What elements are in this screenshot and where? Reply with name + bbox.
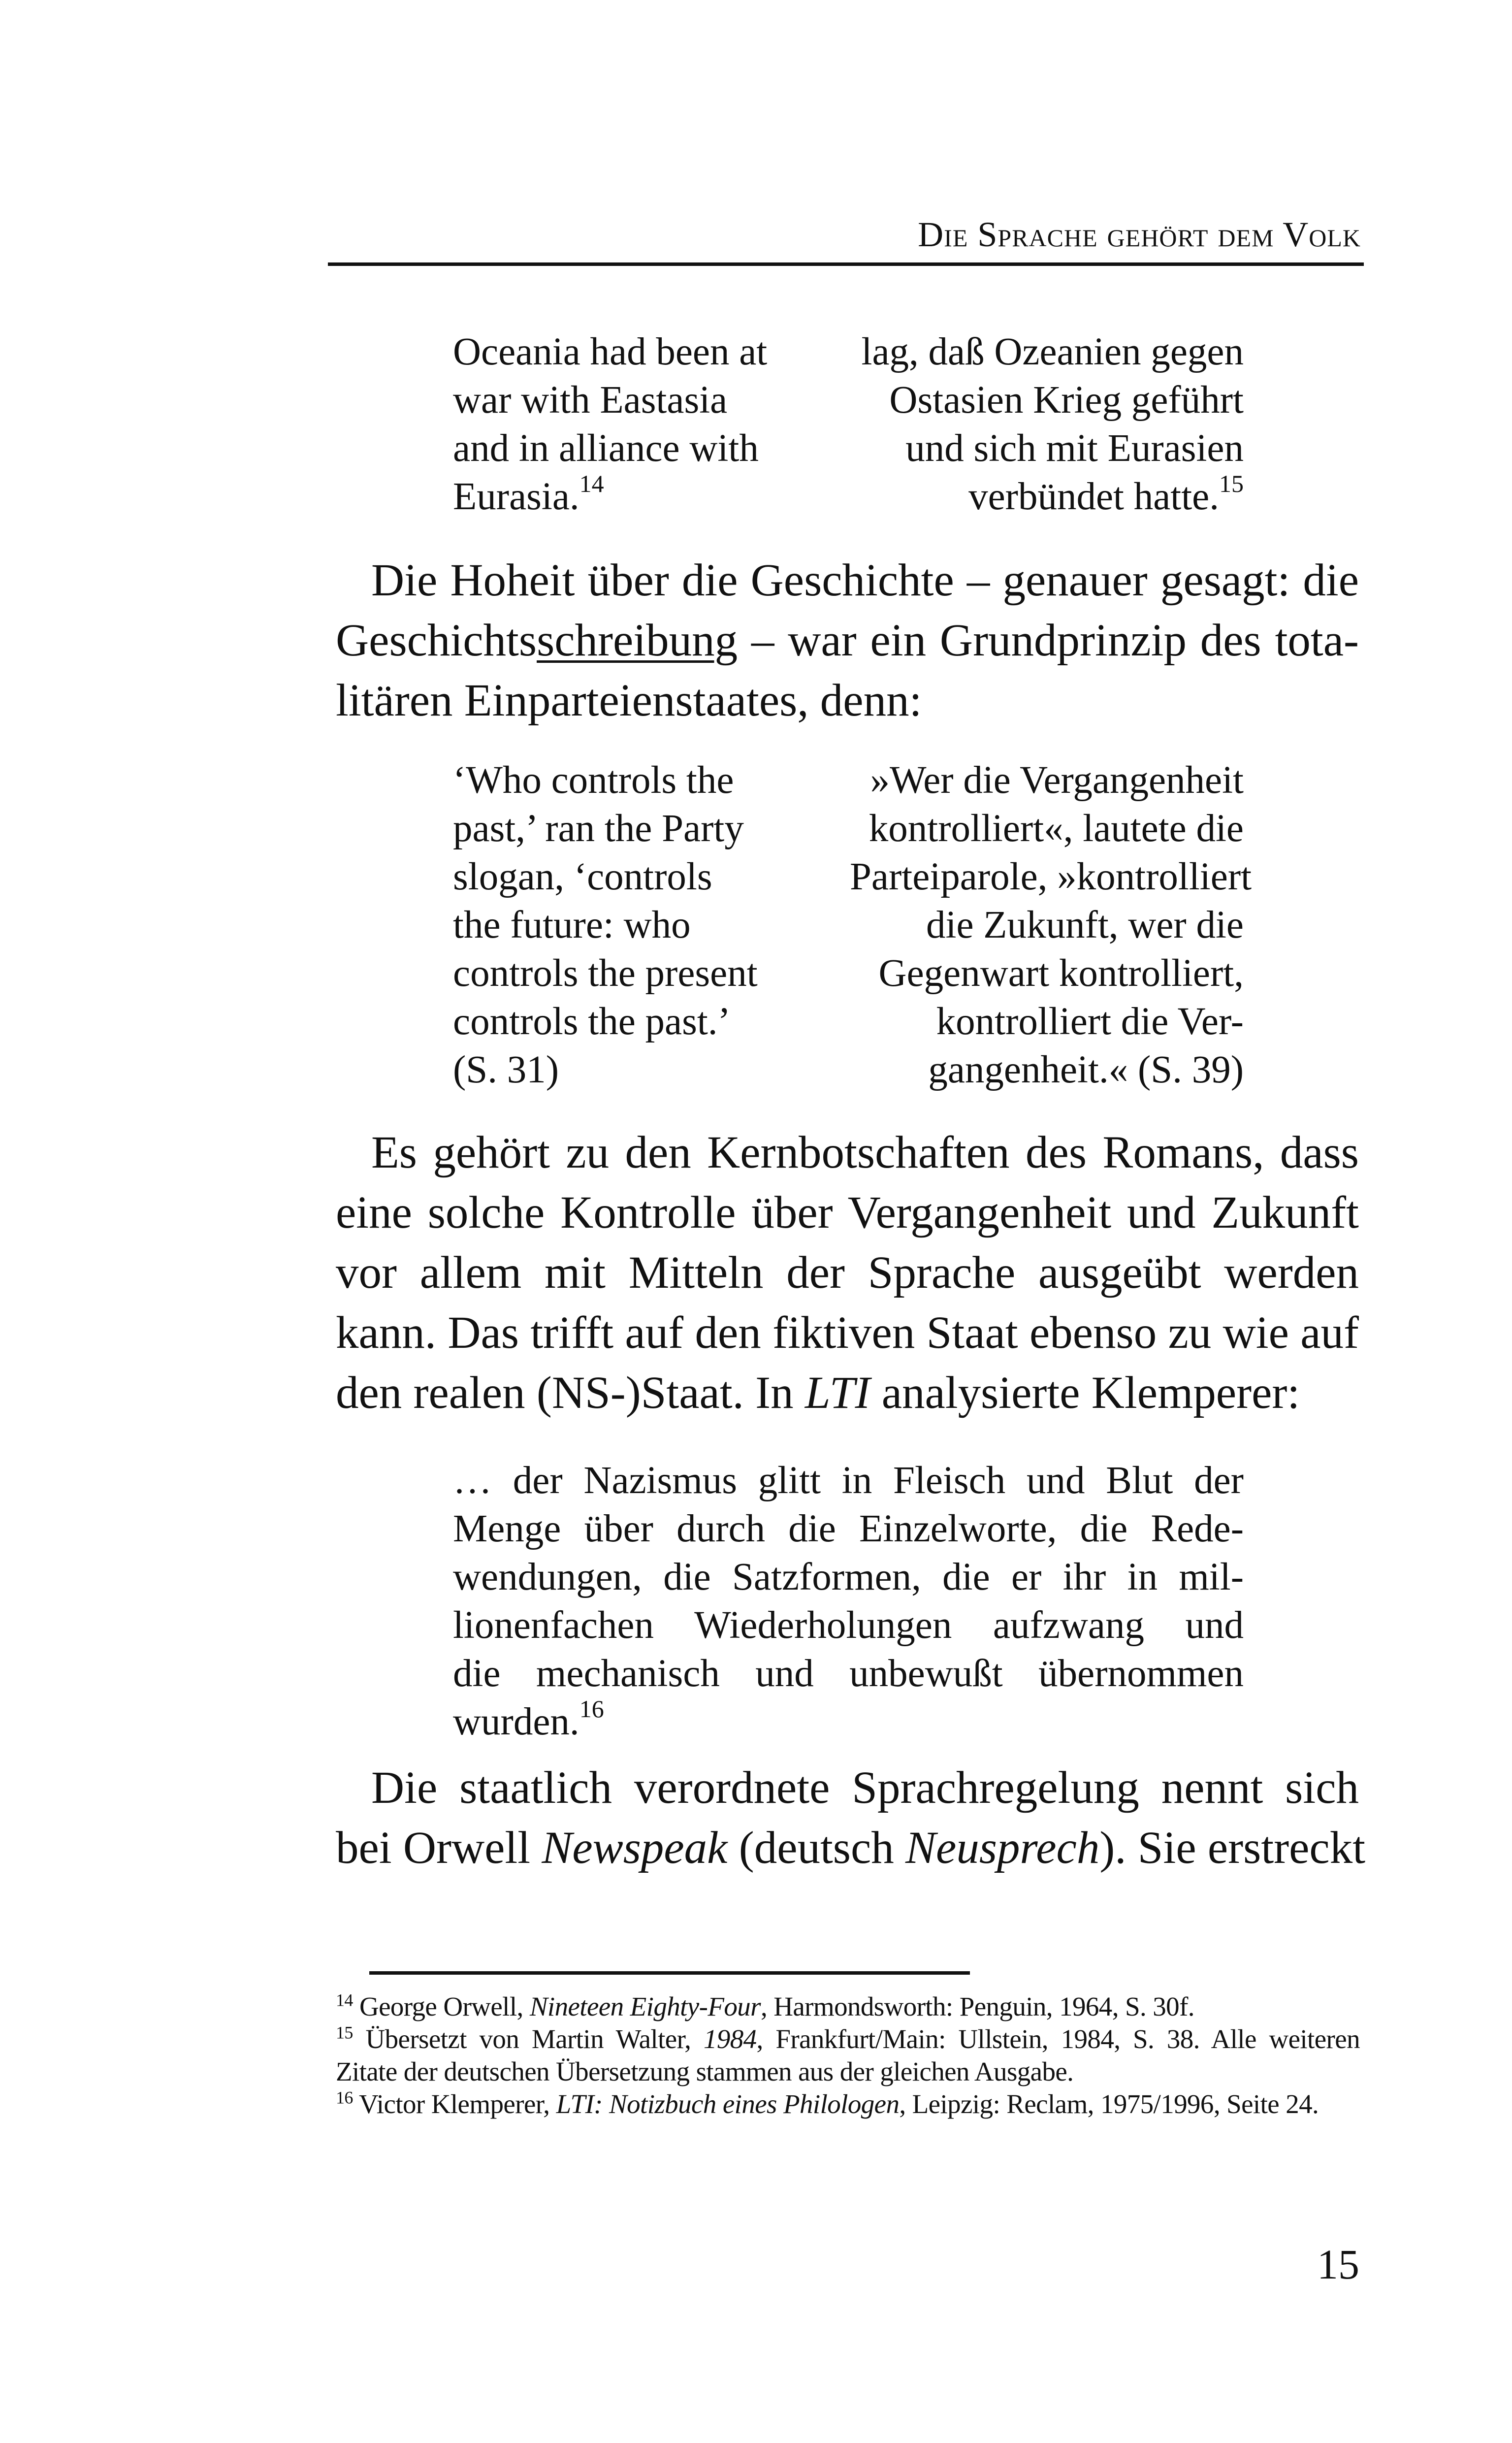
quote-line: controls the present [453, 952, 758, 995]
paragraph-line: den realen (NS-)Staat. In LTI analysierte Klemperer: [336, 1368, 1300, 1418]
running-title: Die Sprache gehört dem Volk [918, 215, 1361, 254]
footnote-number: 16 [336, 2087, 353, 2108]
quote-line: Menge über durch die Einzelworte, die Rede- [453, 1507, 1244, 1550]
italic-title-lti: LTI [804, 1368, 870, 1418]
body-paragraph-2 [336, 1123, 1359, 1423]
footnote-14 [336, 1990, 1360, 2023]
quote-2-german [850, 756, 1252, 1094]
quote-line: kontrolliert«, lautete die [869, 807, 1244, 850]
block-quote [453, 1457, 1244, 1746]
body-paragraph-1 [336, 551, 1359, 731]
paragraph-line: Die Hoheit über die Geschichte – genauer gesagt: die [371, 555, 1359, 606]
paragraph-line: kann. Das trifft auf den fiktiven Staat ebenso zu wie auf [336, 1307, 1359, 1358]
footnotes [336, 1990, 1360, 2120]
running-header [328, 212, 1364, 266]
quote-line: kontrolliert die Ver- [936, 1000, 1244, 1043]
quote-line: controls the past.’ [453, 1000, 731, 1043]
italic-term-neusprech: Neusprech [905, 1823, 1100, 1873]
quote-line: verbündet hatte.$^{15}$ [968, 469, 1244, 518]
quote-line: (S. 31) [453, 1048, 559, 1091]
footnote-number: 14 [336, 1990, 353, 2010]
footnote-16 [336, 2088, 1360, 2120]
quote-line: Eurasia.$^{14}$ [453, 469, 604, 518]
quote-line: »Wer die Vergangenheit [870, 759, 1244, 802]
footnote-15 [336, 2023, 1360, 2088]
footnote-ref-14[interactable]: 14 [579, 469, 604, 497]
footnote-line: $^{14}$ George Orwell, Nineteen Eighty-Four, Harmondsworth: Penguin, 1964, S. 30f. [336, 1990, 1194, 2021]
quote-line: gangenheit.« (S. 39) [928, 1048, 1244, 1091]
quote-line: wurden.$^{16}$ [453, 1694, 604, 1743]
paragraph-line: vor allem mit Mitteln der Sprache ausgeübt werden [336, 1247, 1359, 1298]
quote-1-german [850, 328, 1244, 521]
quote-line: and in alliance with [453, 427, 759, 470]
quote-line: die Zukunft, wer die [926, 904, 1244, 946]
quote-line: war with Eastasia [453, 379, 728, 422]
paragraph-line: bei Orwell Newspeak (deutsch Neusprech). Sie erstreckt [336, 1823, 1366, 1873]
quote-line: the future: who [453, 904, 691, 946]
paragraph-line: Es gehört zu den Kernbotschaften des Romans, dass [371, 1127, 1359, 1178]
footnote-ref-16[interactable]: 16 [579, 1694, 604, 1723]
underlined-word: schreibung [537, 615, 738, 666]
footnote-number: 15 [336, 2022, 353, 2043]
footnote-line: $^{15}$ Übersetzt von Martin Walter, 1984, Frankfurt/Main: Ullstein, 1984, S. 38. Alle weiteren [336, 2022, 1360, 2054]
bilingual-quote-2 [453, 756, 1252, 1096]
footnote-line: Zitate der deutschen Übersetzung stammen aus der gleichen Ausgabe. [336, 2056, 1074, 2086]
paragraph-line: eine solche Kontrolle über Vergangenheit und Zukunft [336, 1187, 1359, 1238]
quote-2-english [453, 756, 847, 1094]
quote-line: past,’ ran the Party [453, 807, 744, 850]
quote-line: … der Nazismus glitt in Fleisch und Blut der [453, 1459, 1244, 1502]
page-number: 15 [1317, 2241, 1359, 2288]
quote-line: lag, daß Ozeanien gegen [861, 330, 1244, 373]
footnote-line: $^{16}$ Victor Klemperer, LTI: Notizbuch eines Philologen, Leipzig: Reclam, 1975/1996, Seite 24. [336, 2087, 1319, 2119]
footnote-separator [369, 1971, 970, 1975]
quote-line: Ostasien Krieg geführt [889, 379, 1244, 422]
paragraph-line: Geschichtsschreibung – war ein Grundprinzip des tota- [336, 615, 1359, 666]
paragraph-line: Die staatlich verordnete Sprachregelung nennt sich [371, 1762, 1359, 1813]
quote-line: ‘Who controls the [453, 759, 734, 802]
quote-line: die mechanisch und unbewußt übernommen [453, 1652, 1244, 1695]
quote-line: slogan, ‘controls [453, 855, 712, 898]
footnote-ref-15[interactable]: 15 [1219, 469, 1244, 497]
quote-1-english [453, 328, 847, 521]
italic-term-newspeak: Newspeak [542, 1823, 728, 1873]
quote-line: Oceania had been at [453, 330, 768, 373]
bilingual-quote-1 [453, 328, 1244, 525]
paragraph-line: litären Einparteienstaates, denn: [336, 675, 922, 726]
body-paragraph-3 [336, 1758, 1366, 1878]
quote-line: Parteiparole, »kontrolliert [850, 855, 1252, 898]
quote-line: und sich mit Eurasien [905, 427, 1244, 470]
quote-line: Gegenwart kontrolliert, [878, 952, 1244, 995]
quote-line: lionenfachen Wiederholungen aufzwang und [453, 1604, 1244, 1647]
quote-line: wendungen, die Satzformen, die er ihr in mil- [453, 1556, 1244, 1598]
